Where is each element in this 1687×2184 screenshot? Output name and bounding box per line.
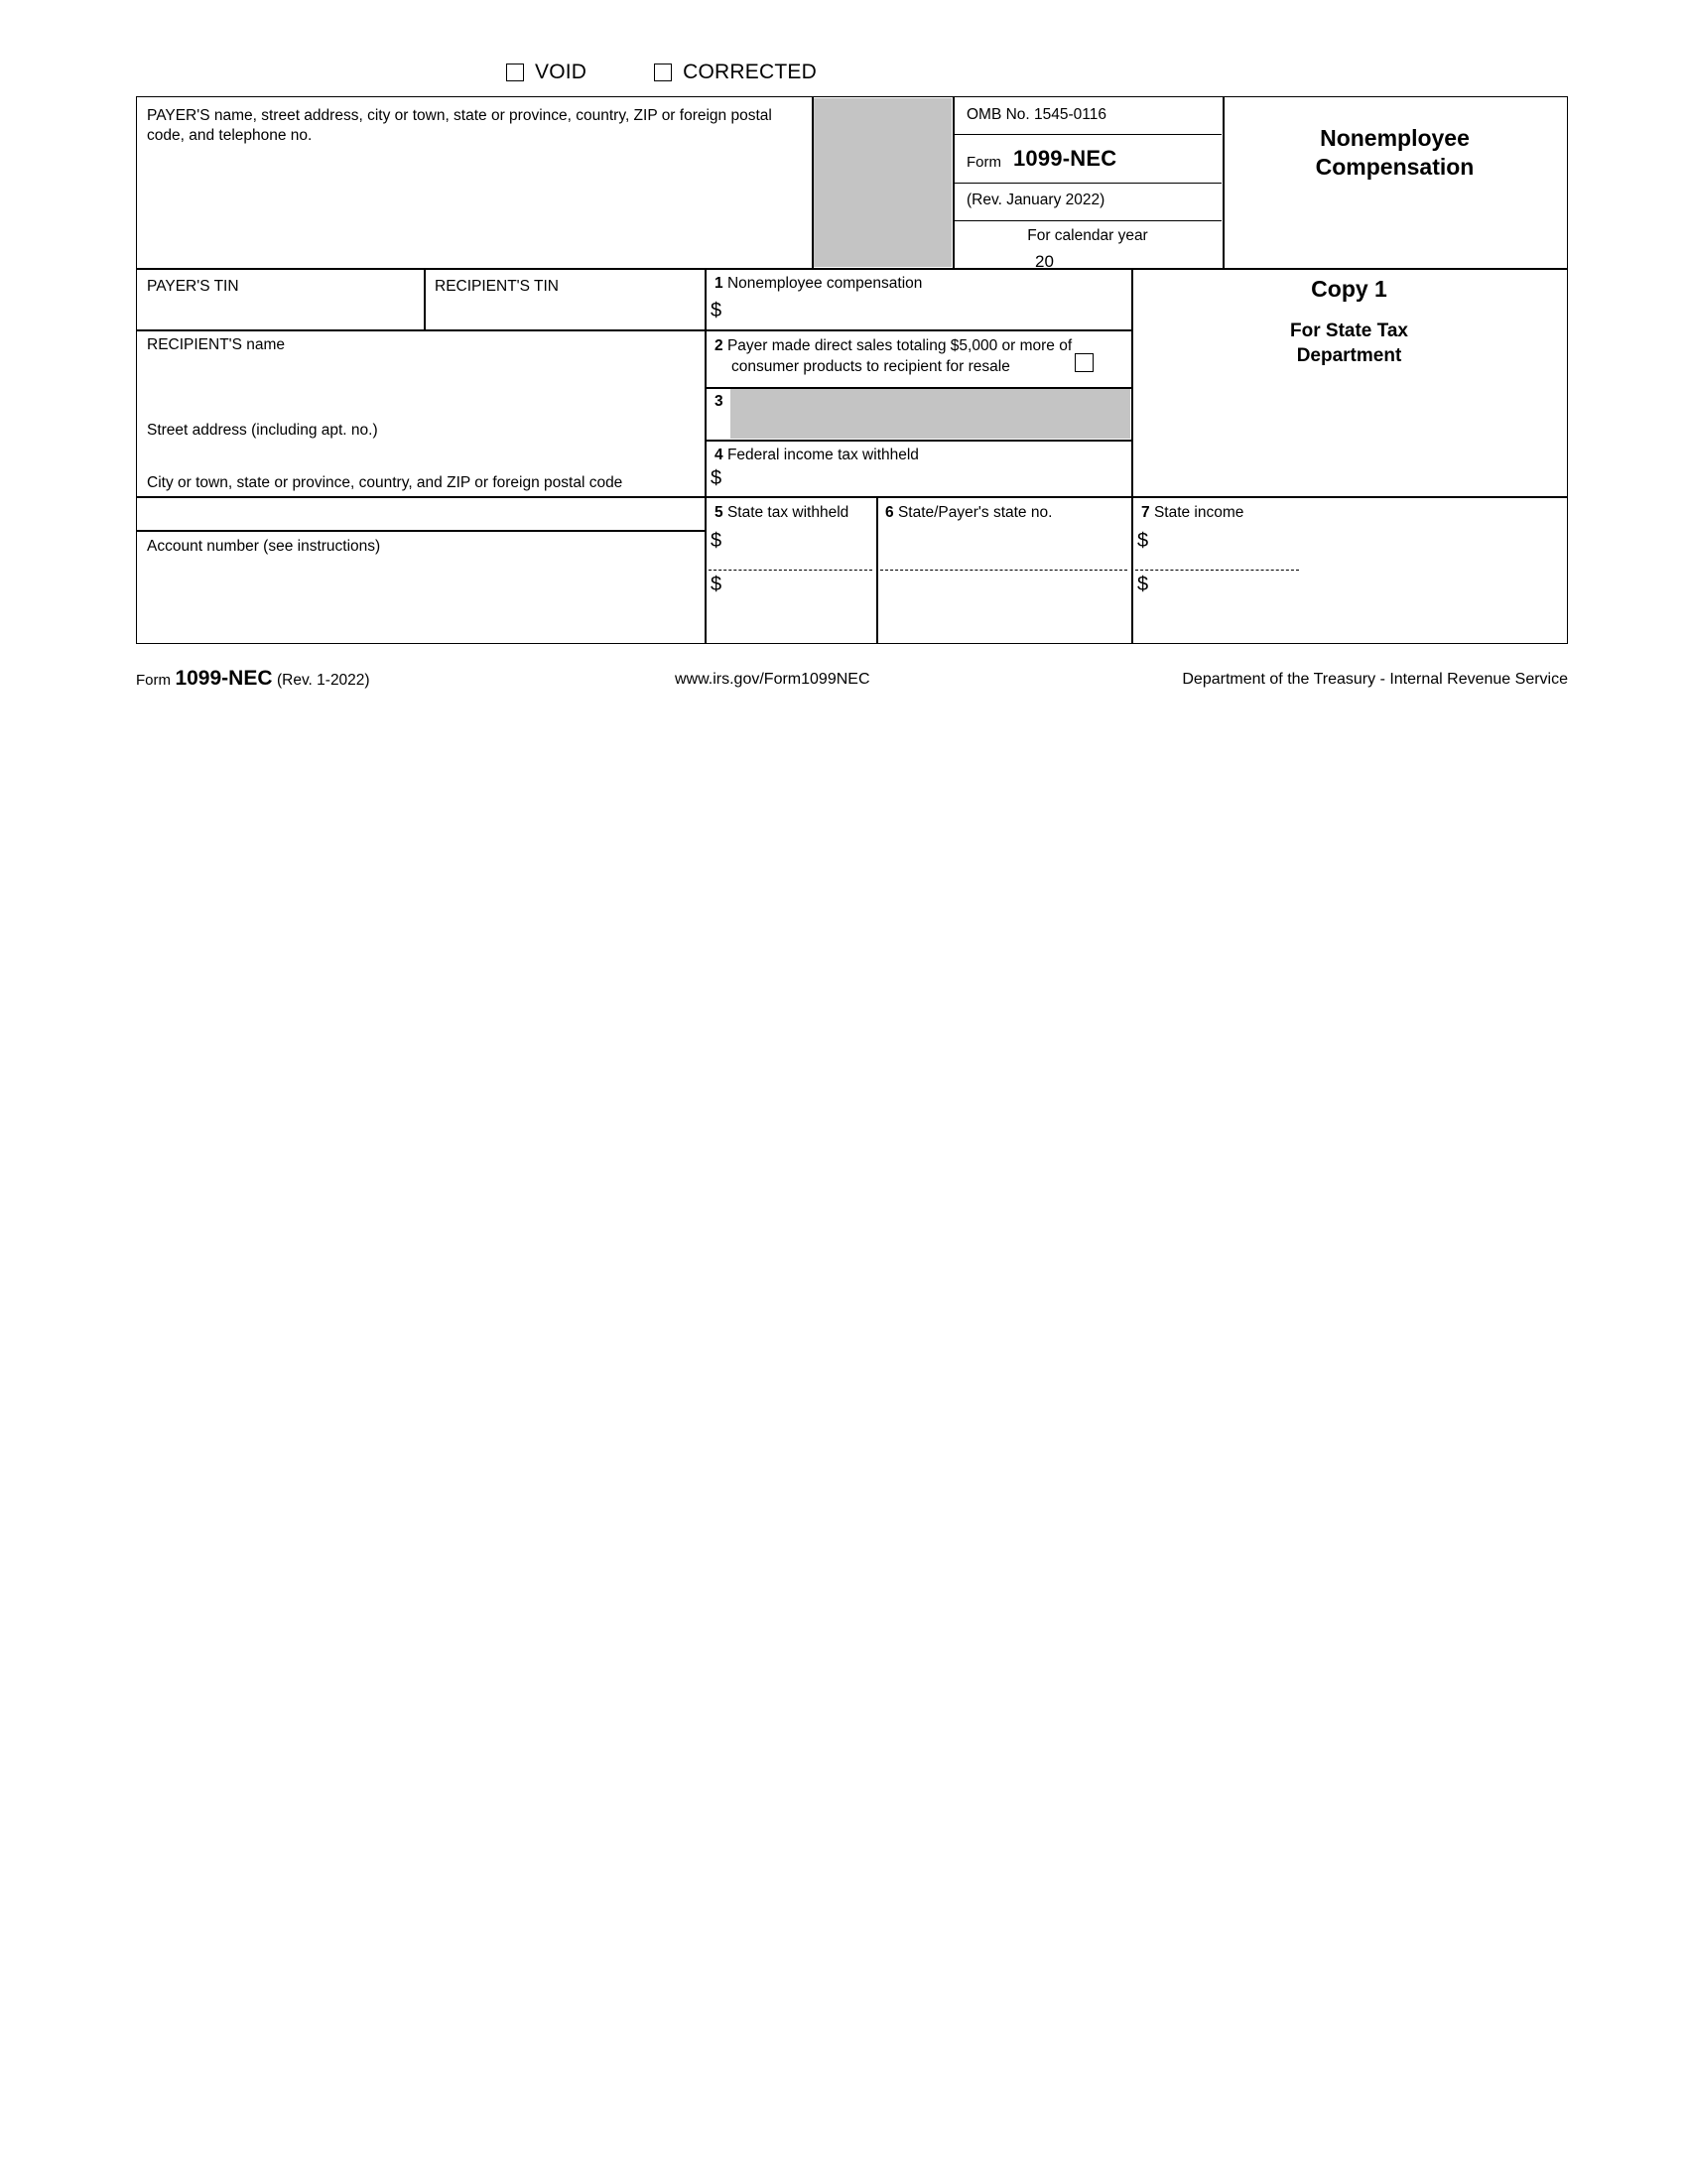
divider-left-money [705,268,707,643]
box7-currency-2: $ [1137,574,1149,595]
box2-label-line2: consumer products to recipient for resale [731,358,1010,375]
box5-number: 5 [714,504,723,521]
corrected-label: CORRECTED [683,61,817,83]
rule-above-account [137,530,705,532]
corrected-checkbox-group[interactable] [654,61,817,84]
divider-box5-box6 [876,496,878,643]
void-checkbox-group[interactable] [506,61,586,84]
shaded-header-filler [814,98,952,267]
footer-revision: (Rev. 1-2022) [276,672,370,689]
calendar-year-prefix: 20 [1035,252,1054,271]
calendar-year-blank[interactable] [1076,269,1133,270]
divider-omb-right [1223,97,1225,268]
copy-label: Copy 1 [1311,276,1387,302]
rule-under-box3 [705,440,1131,442]
recipients-tin-label: RECIPIENT'S TIN [435,278,559,295]
box2-checkbox[interactable] [1075,353,1094,372]
form-revision: (Rev. January 2022) [967,192,1105,208]
box7-label: State income [1153,504,1244,521]
payer-name-address-label: PAYER'S name, street address, city or town, state or province, country, ZIP or foreign postal code, and telephone no. [147,107,772,145]
box4-number: 4 [714,447,723,463]
box7-currency-1: $ [1137,530,1149,552]
rule-under-box4 [137,496,1567,498]
dash-box7 [1135,570,1299,571]
box1-heading [714,274,922,294]
rule-under-formnum [954,183,1222,184]
form-title-line1: Nonemployee [1320,125,1470,151]
form-body [136,96,1568,644]
box2-label-line1: Payer made direct sales totaling $5,000 or more of [726,337,1073,354]
account-number-label: Account number (see instructions) [147,538,381,555]
omb-number: OMB No. 1545-0116 [967,106,1107,123]
divider-tin-split [424,268,426,329]
box6-number: 6 [885,504,894,521]
recipients-name-label: RECIPIENT'S name [147,336,286,353]
footer-form-word: Form [136,672,171,689]
rule-under-omb [954,134,1222,135]
box7-heading [1141,503,1243,523]
form-word-label: Form [967,154,1001,171]
calendar-year-label: For calendar year [1027,227,1148,244]
box7-number: 7 [1141,504,1150,521]
footer-website[interactable]: www.irs.gov/Form1099NEC [675,671,870,688]
box3-number: 3 [714,393,723,410]
copy-for-line1: For State Tax [1290,321,1408,341]
corrected-checkbox[interactable] [654,64,672,81]
box2-number: 2 [714,337,723,354]
form-number: 1099-NEC [1013,146,1117,171]
box5-currency-2: $ [711,574,722,595]
rule-under-revision [954,220,1222,221]
box4-label: Federal income tax withheld [726,447,919,463]
box3-shaded-area [730,389,1130,439]
copy-for-line2: Department [1296,345,1402,366]
void-label: VOID [535,61,587,83]
box4-currency: $ [711,467,722,489]
footer-agency: Department of the Treasury - Internal Revenue Service [1182,671,1568,688]
dash-box6 [880,570,1127,571]
form-title-line2: Compensation [1315,154,1475,180]
rule-under-tin [137,329,1131,331]
footer-form-number: 1099-NEC [175,667,273,690]
box1-number: 1 [714,275,723,292]
city-state-zip-label: City or town, state or province, country, and ZIP or foreign postal code [147,474,623,491]
box6-heading [885,503,1052,523]
footer-form-id [136,667,370,691]
box5-label: State tax withheld [726,504,849,521]
box5-currency-1: $ [711,530,722,552]
box1-label: Nonemployee compensation [726,275,923,292]
void-checkbox[interactable] [506,64,524,81]
payers-tin-label: PAYER'S TIN [147,278,239,295]
box1-currency: $ [711,300,722,321]
void-corrected-row [506,58,1161,87]
box2-heading [714,336,1072,356]
rule-under-payer [137,268,1567,270]
box6-label: State/Payer's state no. [897,504,1053,521]
box4-heading [714,446,919,465]
street-address-label: Street address (including apt. no.) [147,422,378,439]
box5-heading [714,503,848,523]
dash-box5 [709,570,872,571]
box3-heading [714,392,723,412]
